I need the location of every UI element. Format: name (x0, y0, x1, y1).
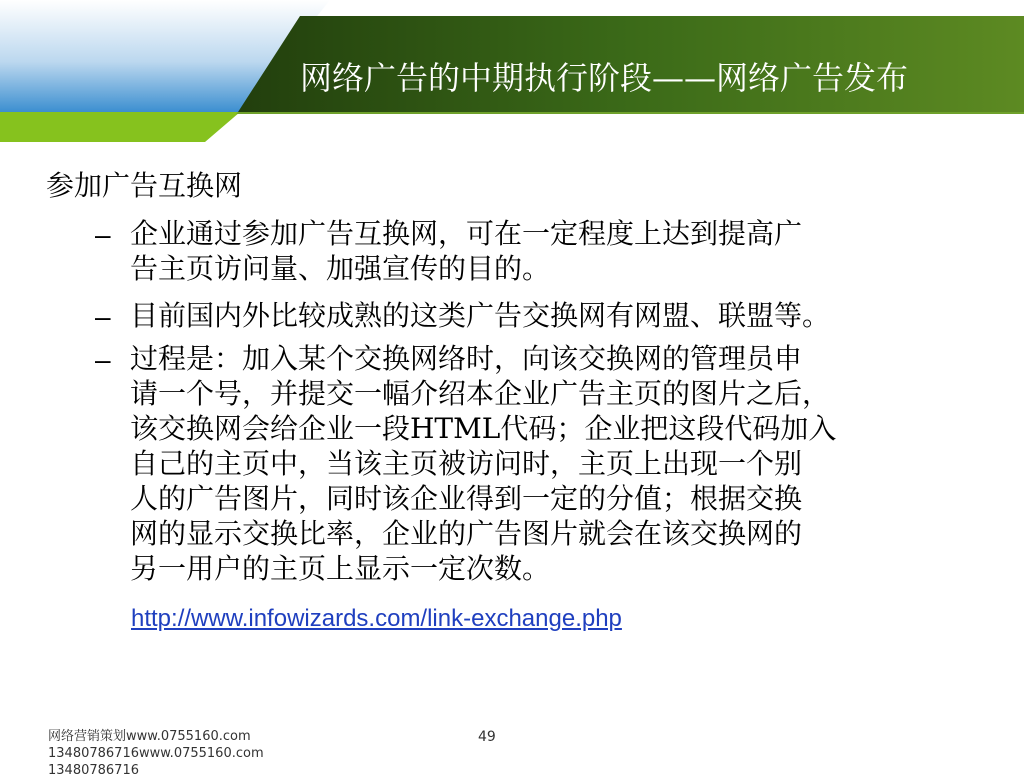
bullet-marker: – (95, 301, 111, 332)
bullet-line: 过程是：加入某个交换网络时，向该交换网的管理员申 (130, 342, 803, 375)
footer-line: 13480786716www.0755160.com (48, 746, 264, 761)
bullet-item (130, 341, 980, 586)
page-number: 49 (478, 729, 496, 745)
footer-line: 网络营销策划www.0755160.com (48, 729, 251, 744)
footer-text (48, 728, 264, 779)
footer-line: 13480786716 (48, 763, 139, 778)
slide-header-banner (0, 0, 1024, 145)
bullet-line: 另一用户的主页上显示一定次数。 (130, 552, 551, 585)
link-exchange-url[interactable]: http://www.infowizards.com/link-exchange.php (131, 605, 622, 632)
bullet-marker: – (95, 344, 111, 375)
bullet-line: 自己的主页中，当该主页被访问时，主页上出现一个别 (130, 447, 803, 480)
bullet-line: 目前国内外比较成熟的这类广告交换网有网盟、联盟等。 (130, 299, 831, 332)
bullet-line: 企业通过参加广告互换网，可在一定程度上达到提高广 (130, 217, 803, 250)
bullet-line: 人的广告图片，同时该企业得到一定的分值；根据交换 (130, 482, 803, 515)
slide-title: 网络广告的中期执行阶段——网络广告发布 (300, 59, 909, 97)
bullet-item (130, 216, 980, 286)
bullet-line: 请一个号，并提交一幅介绍本企业广告主页的图片之后， (130, 377, 831, 410)
bullet-line: 告主页访问量、加强宣传的目的。 (130, 252, 551, 285)
bullet-line: 网的显示交换比率，企业的广告图片就会在该交换网的 (130, 517, 803, 550)
bullet-line: 该交换网会给企业一段HTML代码；企业把这段代码加入 (130, 412, 837, 445)
bullet-marker: – (95, 219, 111, 250)
bullet-item (130, 298, 980, 333)
section-heading: 参加广告互换网 (46, 169, 243, 202)
